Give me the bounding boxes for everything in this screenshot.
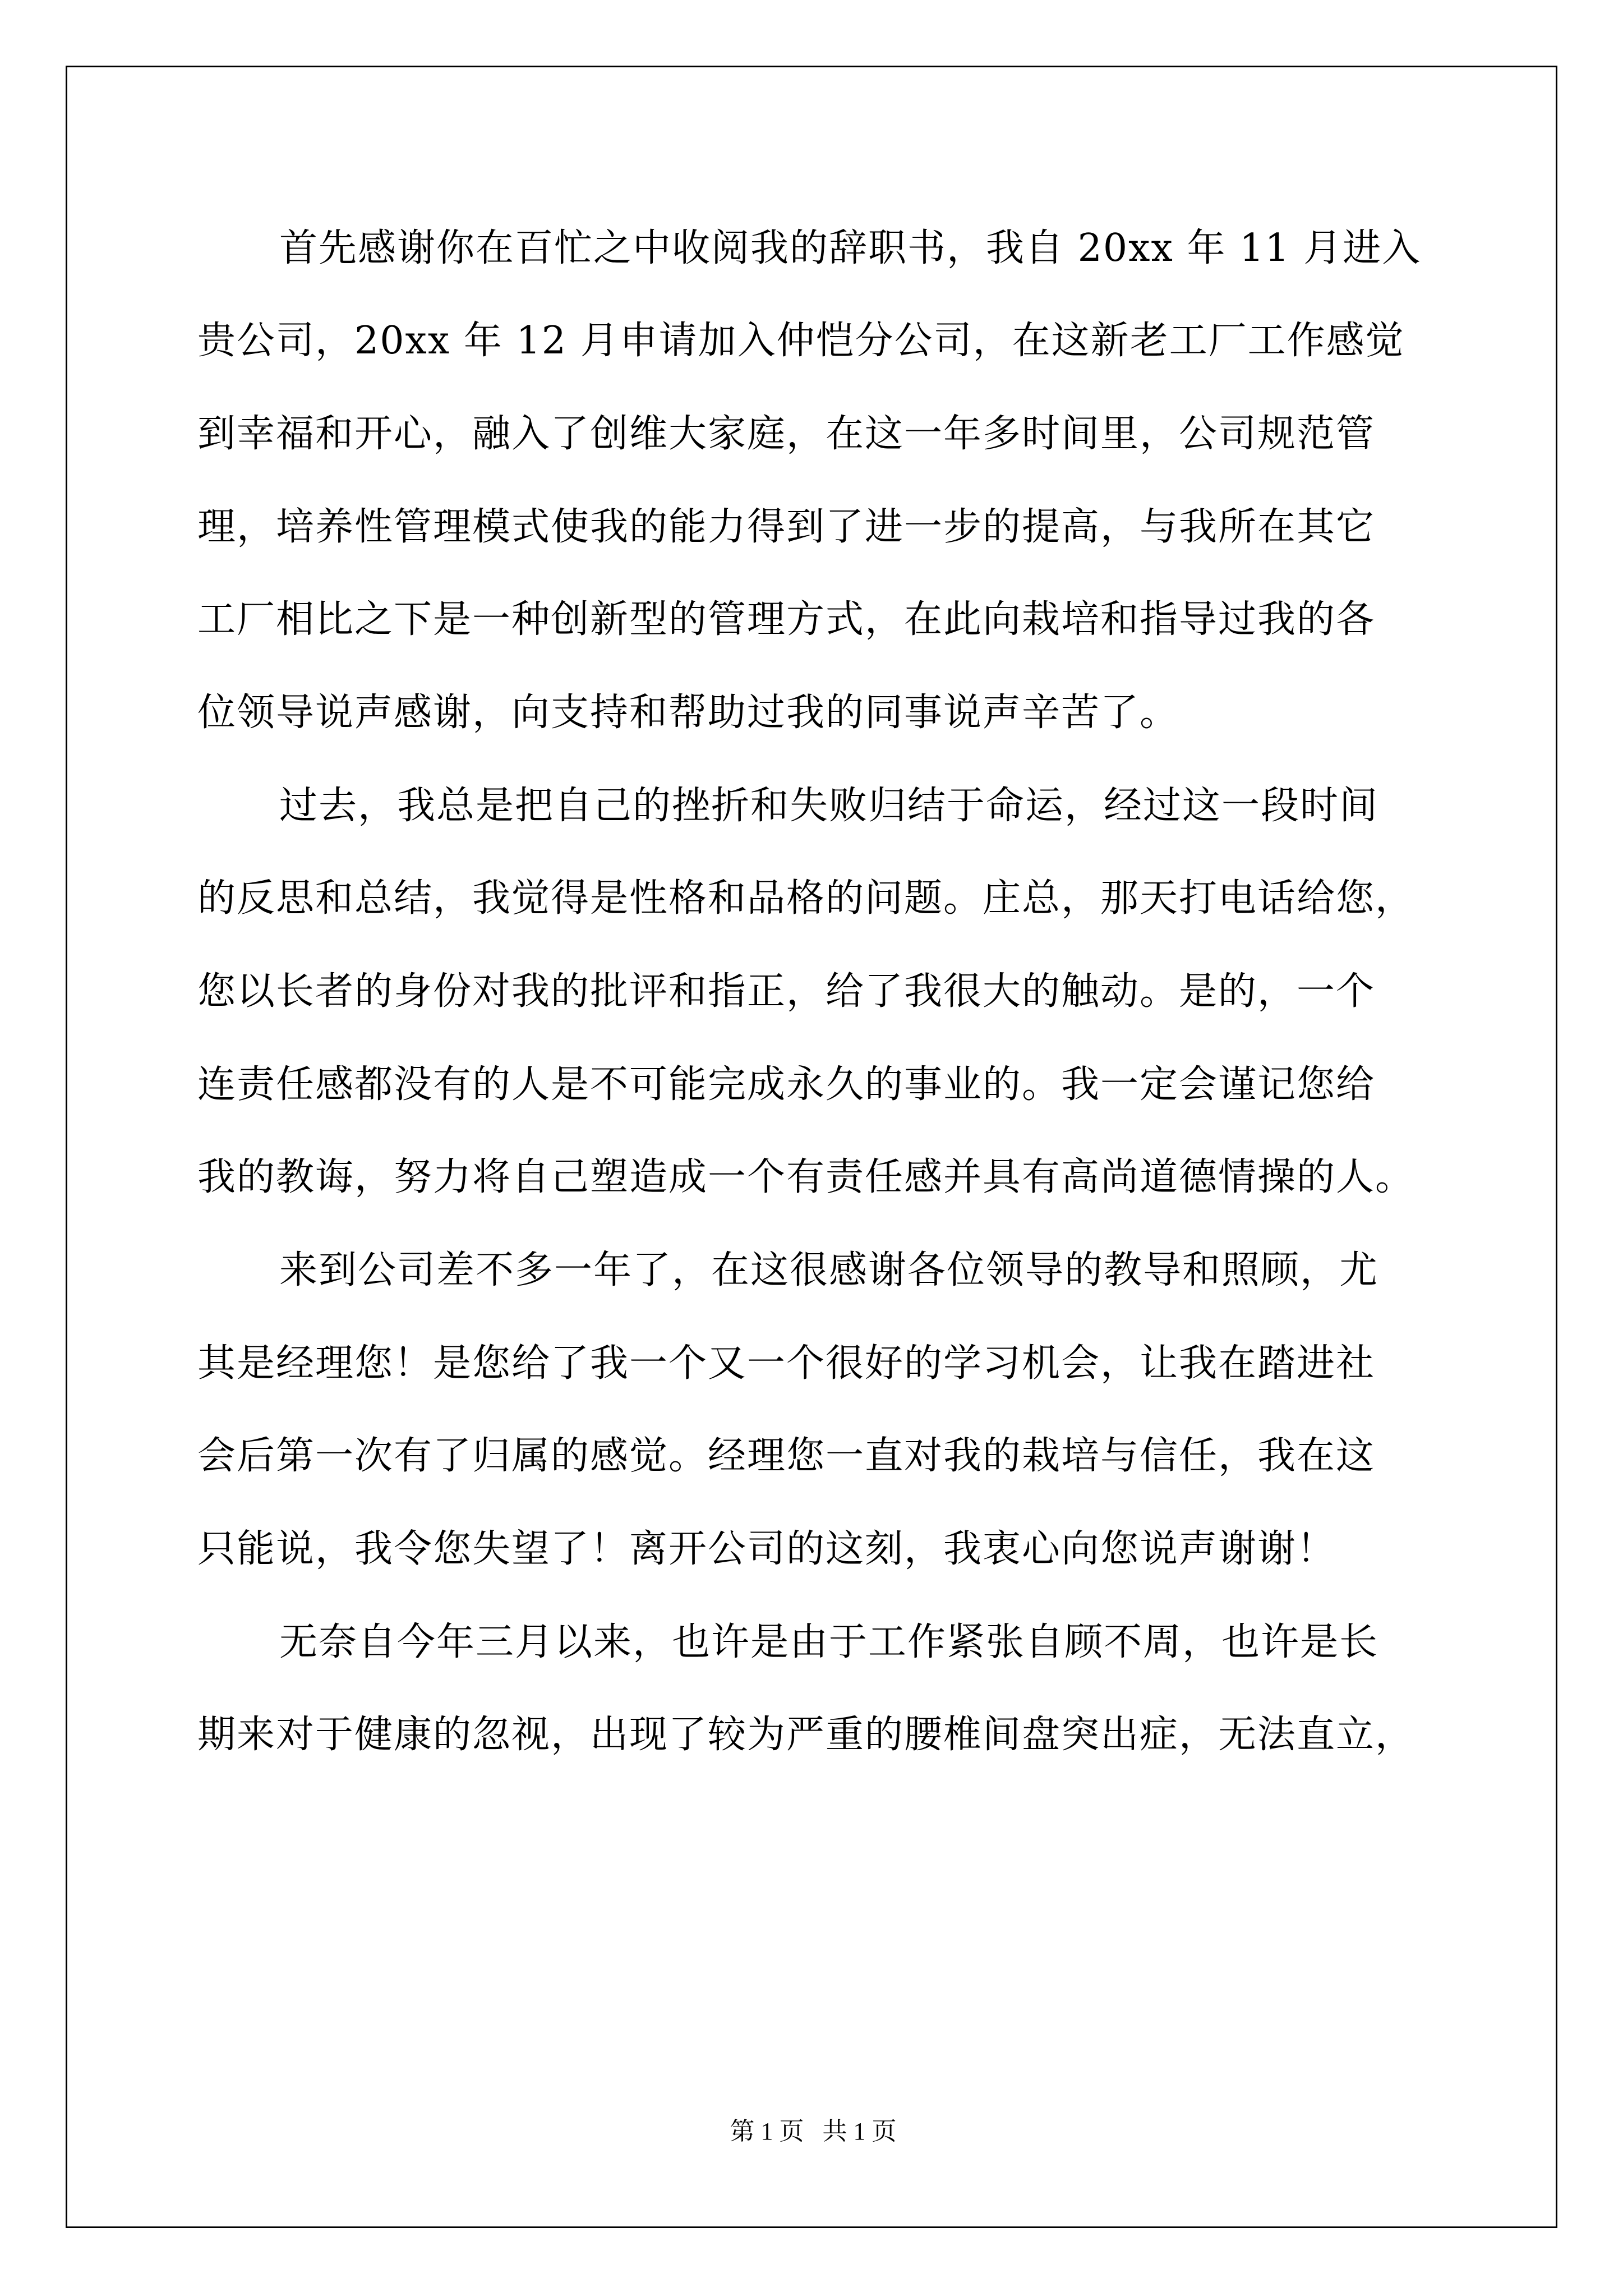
text-line-3: 到幸福和开心，融入了创维大家庭，在这一年多时间里，公司规范管 (197, 412, 1376, 456)
text-line-5: 工厂相比之下是一种创新型的管理方式，在此向栽培和指导过我的各 (197, 597, 1376, 642)
text-line-15: 只能说，我令您失望了！离开公司的这刻，我衷心向您说声谢谢！ (197, 1527, 1336, 1571)
text-line-9: 您以长者的身份对我的批评和指正，给了我很大的触动。是的，一个 (197, 969, 1376, 1014)
text-line-17: 期来对于健康的忽视，出现了较为严重的腰椎间盘突出症，无法直立， (197, 1713, 1415, 1757)
text-line-6: 位领导说声感谢，向支持和帮助过我的同事说声辛苦了。 (197, 691, 1179, 735)
text-line-11: 我的教诲，努力将自己塑造成一个有责任感并具有高尚道德情操的人。 (197, 1155, 1415, 1199)
text-line-2: 贵公司，20xx 年 12 月申请加入仲恺分公司，在这新老工厂工作感觉 (197, 319, 1405, 363)
page-number-footer: 第 1 页 共 1 页 (730, 2118, 897, 2145)
text-line-8: 的反思和总结，我觉得是性格和品格的问题。庄总，那天打电话给您， (197, 876, 1415, 921)
page-border (66, 66, 1557, 2228)
text-line-7: 过去，我总是把自己的挫折和失败归结于命运，经过这一段时间 (279, 784, 1379, 828)
text-line-10: 连责任感都没有的人是不可能完成永久的事业的。我一定会谨记您给 (197, 1062, 1376, 1107)
text-line-14: 会后第一次有了归属的感觉。经理您一直对我的栽培与信任，我在这 (197, 1434, 1376, 1478)
text-line-4: 理，培养性管理模式使我的能力得到了进一步的提高，与我所在其它 (197, 505, 1376, 549)
text-line-13: 其是经理您！是您给了我一个又一个很好的学习机会，让我在踏进社 (197, 1341, 1376, 1386)
text-line-1: 首先感谢你在百忙之中收阅我的辞职书，我自 20xx 年 11 月进入 (279, 226, 1422, 270)
text-line-16: 无奈自今年三月以来，也许是由于工作紧张自顾不周，也许是长 (279, 1620, 1379, 1664)
text-line-12: 来到公司差不多一年了，在这很感谢各位领导的教导和照顾，尤 (279, 1248, 1379, 1292)
